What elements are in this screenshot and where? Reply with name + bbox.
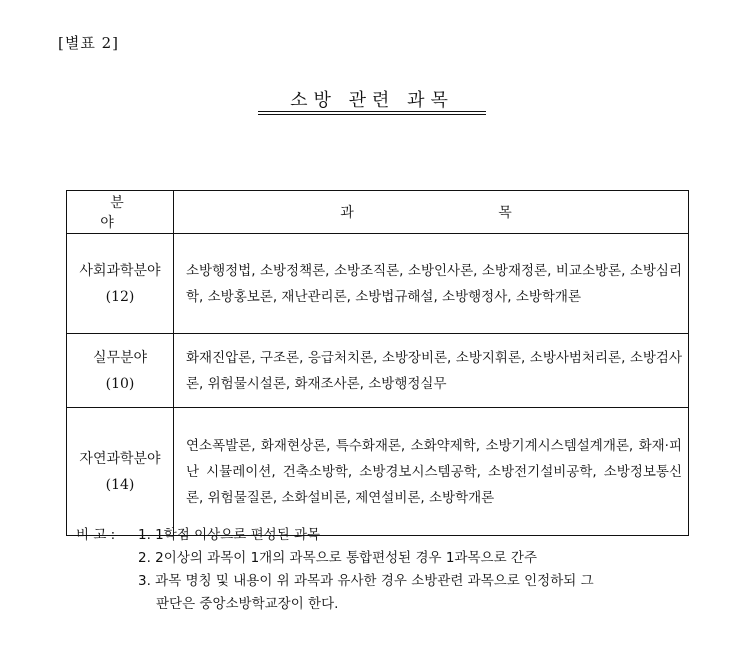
note-item-continuation: 판단은 중앙소방학교장이 한다.: [156, 596, 339, 612]
field-cell: [67, 334, 174, 408]
note-item: 2. 2이상의 과목이 1개의 과목으로 통합편성된 경우 1과목으로 간주: [138, 550, 538, 566]
note-item: 3. 과목 명칭 및 내용이 위 과목과 유사한 경우 소방관련 과목으로 인정하되 그: [138, 573, 594, 589]
subjects-cell: 연소폭발론, 화재현상론, 특수화재론, 소화약제학, 소방기계시스템설계개론, 화재·피난 시뮬레이션, 건축소방학, 소방경보시스템공학, 소방전기설비공학, 소방정보통신론, 위험물질론, 소화설비론, 제연설비론, 소방학개론: [174, 408, 689, 536]
field-name: 자연과학분야: [79, 450, 161, 467]
subjects-cell: 소방행정법, 소방정책론, 소방조직론, 소방인사론, 소방재정론, 비교소방론, 소방심리학, 소방홍보론, 재난관리론, 소방법규해설, 소방행정사, 소방학개론: [174, 234, 689, 334]
table-header-row: [67, 191, 689, 234]
header-subjects: 과 목: [174, 191, 689, 234]
subject-table: [66, 190, 689, 536]
field-name: 사회과학분야: [79, 262, 161, 279]
field-cell: [67, 234, 174, 334]
table-row: [67, 234, 689, 334]
field-cell: [67, 408, 174, 536]
table-row: [67, 334, 689, 408]
appendix-tag: [별표 2]: [58, 34, 119, 52]
field-name: 실무분야: [92, 349, 148, 366]
header-field: 분 야: [67, 191, 174, 234]
title-underline-second: [258, 114, 486, 115]
subjects-cell: 화재진압론, 구조론, 응급처치론, 소방장비론, 소방지휘론, 소방사범처리론, 소방검사론, 위험물시설론, 화재조사론, 소방행정실무: [174, 334, 689, 408]
document-title: 소방 관련 과목: [290, 90, 454, 111]
field-count: (12): [105, 288, 135, 305]
table-row: [67, 408, 689, 536]
notes-label: 비 고 :: [76, 527, 116, 543]
field-count: (14): [105, 476, 135, 493]
title-underline: [258, 111, 486, 112]
note-item: 1. 1학점 이상으로 편성된 과목: [138, 527, 321, 543]
field-count: (10): [105, 375, 135, 392]
